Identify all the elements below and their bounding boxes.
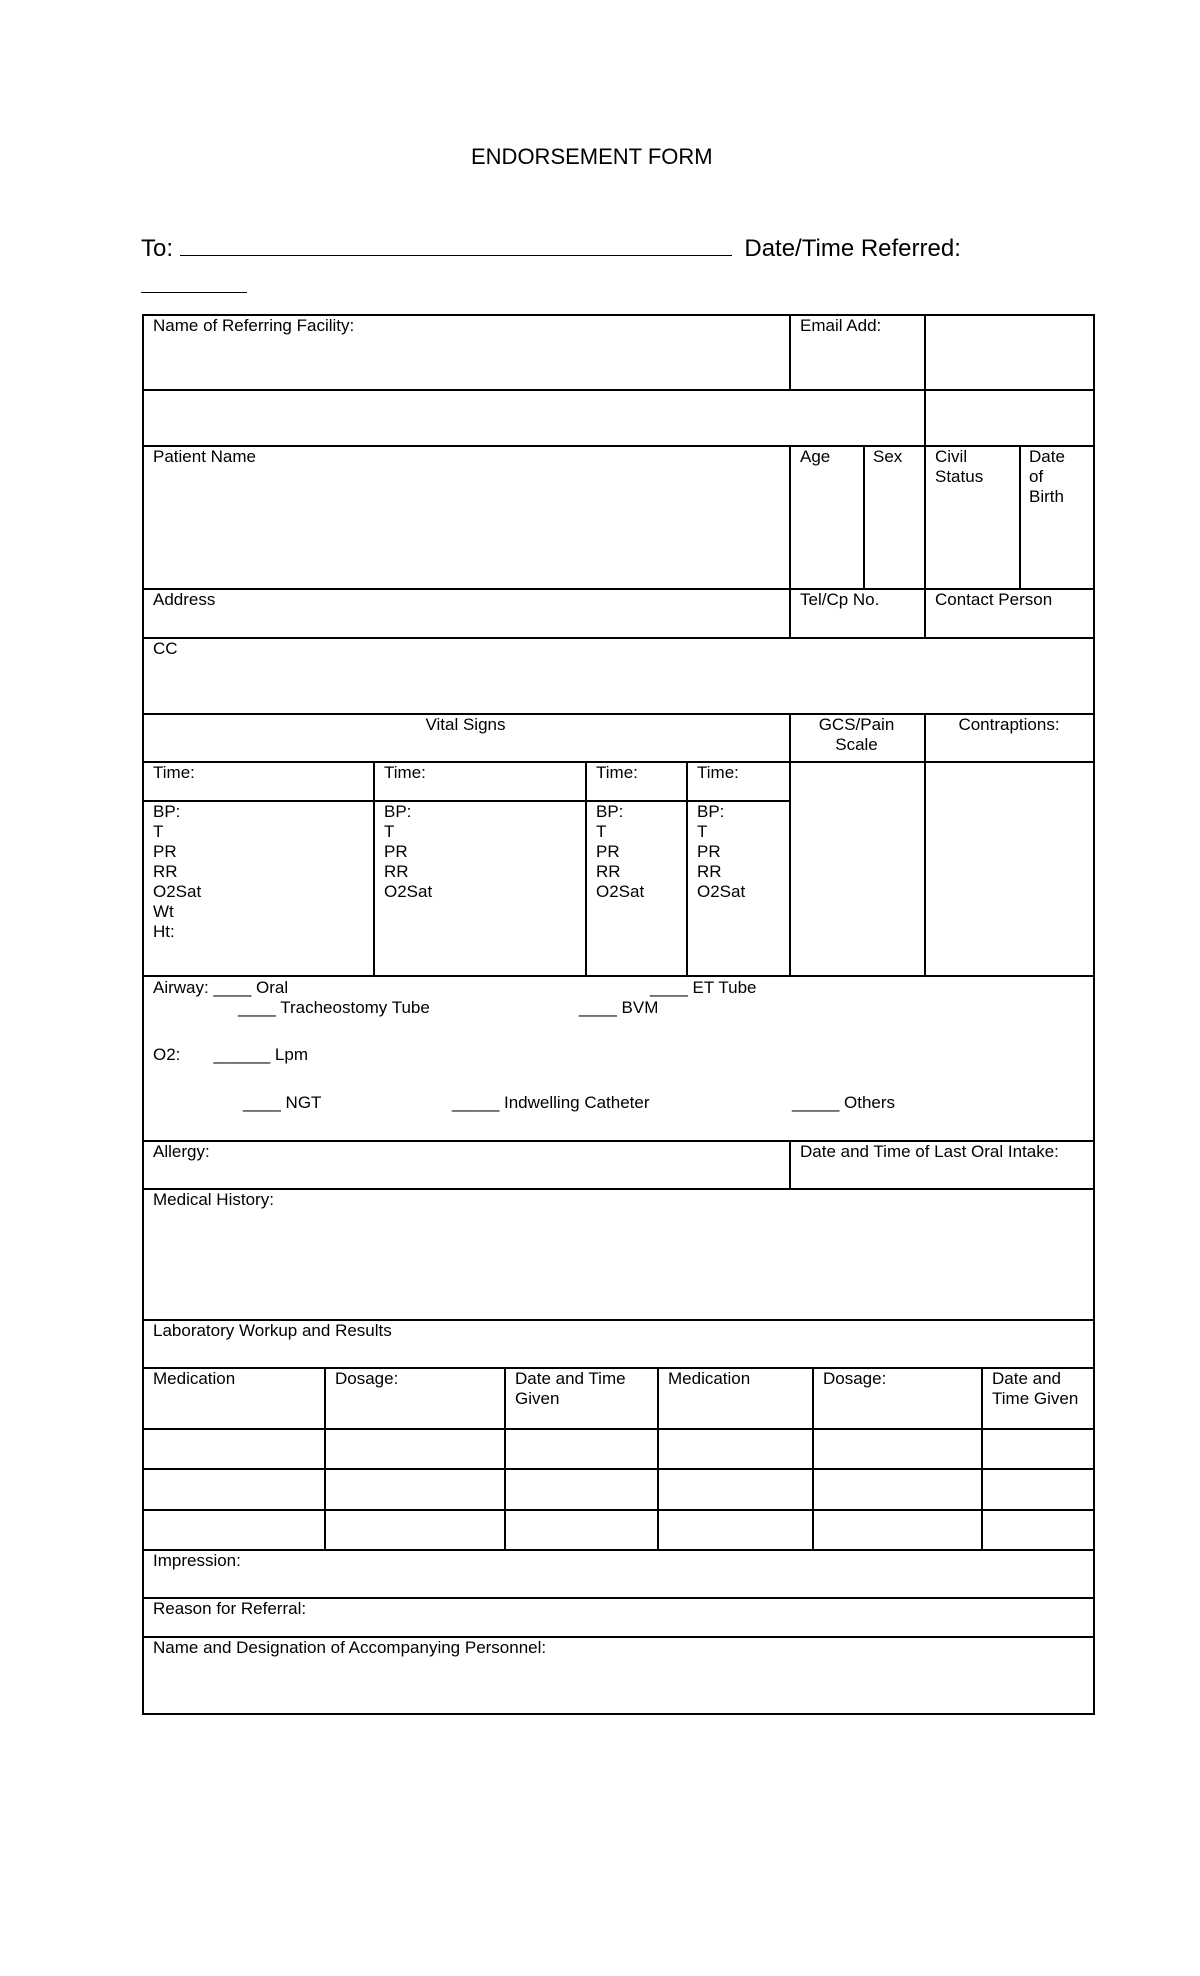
tel-label: Tel/Cp No. xyxy=(800,590,880,609)
others-option[interactable]: _____ Others xyxy=(792,1093,896,1112)
age-label: Age xyxy=(800,447,831,466)
time-label-2: Time: xyxy=(384,763,426,782)
date-time-given-header-1: Date and Time Given xyxy=(515,1369,626,1408)
date-of-birth-label: Date of Birth xyxy=(1029,447,1065,506)
vitals-list-4: BP: T PR RR O2Sat xyxy=(697,802,746,901)
time-label-4: Time: xyxy=(697,763,739,782)
vitals-list-2: BP: T PR RR O2Sat xyxy=(384,802,433,901)
medication-header-1: Medication xyxy=(153,1369,236,1388)
to-label: To: xyxy=(141,235,174,262)
referring-facility-label: Name of Referring Facility: xyxy=(153,316,355,335)
civil-status-label: Civil Status xyxy=(935,447,984,486)
allergy-label: Allergy: xyxy=(153,1142,210,1161)
bvm-option[interactable]: ____ BVM xyxy=(579,998,659,1017)
indwelling-catheter-option[interactable]: _____ Indwelling Catheter xyxy=(452,1093,650,1112)
dosage-header-1: Dosage: xyxy=(335,1369,399,1388)
lab-workup-label: Laboratory Workup and Results xyxy=(153,1321,392,1340)
o2-lpm-field[interactable]: O2: ______ Lpm xyxy=(153,1045,308,1064)
accompanying-personnel-label: Name and Designation of Accompanying Personnel: xyxy=(153,1638,547,1657)
sex-label: Sex xyxy=(873,447,903,466)
medication-header-2: Medication xyxy=(668,1369,751,1388)
vitals-list-1: BP: T PR RR O2Sat Wt Ht: xyxy=(153,802,202,941)
contact-person-label: Contact Person xyxy=(935,590,1053,609)
vitals-list-3: BP: T PR RR O2Sat xyxy=(596,802,645,901)
impression-label: Impression: xyxy=(153,1551,241,1570)
reason-for-referral-label: Reason for Referral: xyxy=(153,1599,307,1618)
gcs-pain-scale-label: GCS/Pain Scale xyxy=(818,715,895,754)
date-referred-label: Date/Time Referred: xyxy=(744,235,961,262)
et-tube-option[interactable]: ____ ET Tube xyxy=(650,978,757,997)
address-label: Address xyxy=(153,590,216,609)
medical-history-label: Medical History: xyxy=(153,1190,274,1209)
ngt-option[interactable]: ____ NGT xyxy=(243,1093,322,1112)
vital-signs-label: Vital Signs xyxy=(425,715,506,734)
time-label-1: Time: xyxy=(153,763,195,782)
airway-oral-option[interactable]: Airway: ____ Oral xyxy=(153,978,289,997)
time-label-3: Time: xyxy=(596,763,638,782)
last-oral-intake-label: Date and Time of Last Oral Intake: xyxy=(800,1142,1059,1161)
date-time-given-header-2: Date and Time Given xyxy=(992,1369,1079,1408)
dosage-header-2: Dosage: xyxy=(823,1369,887,1388)
tracheostomy-tube-option[interactable]: ____ Tracheostomy Tube xyxy=(238,998,430,1017)
cc-label: CC xyxy=(153,639,178,658)
patient-name-label: Patient Name xyxy=(153,447,256,466)
contraptions-label: Contraptions: xyxy=(958,715,1060,734)
email-label: Email Add: xyxy=(800,316,882,335)
